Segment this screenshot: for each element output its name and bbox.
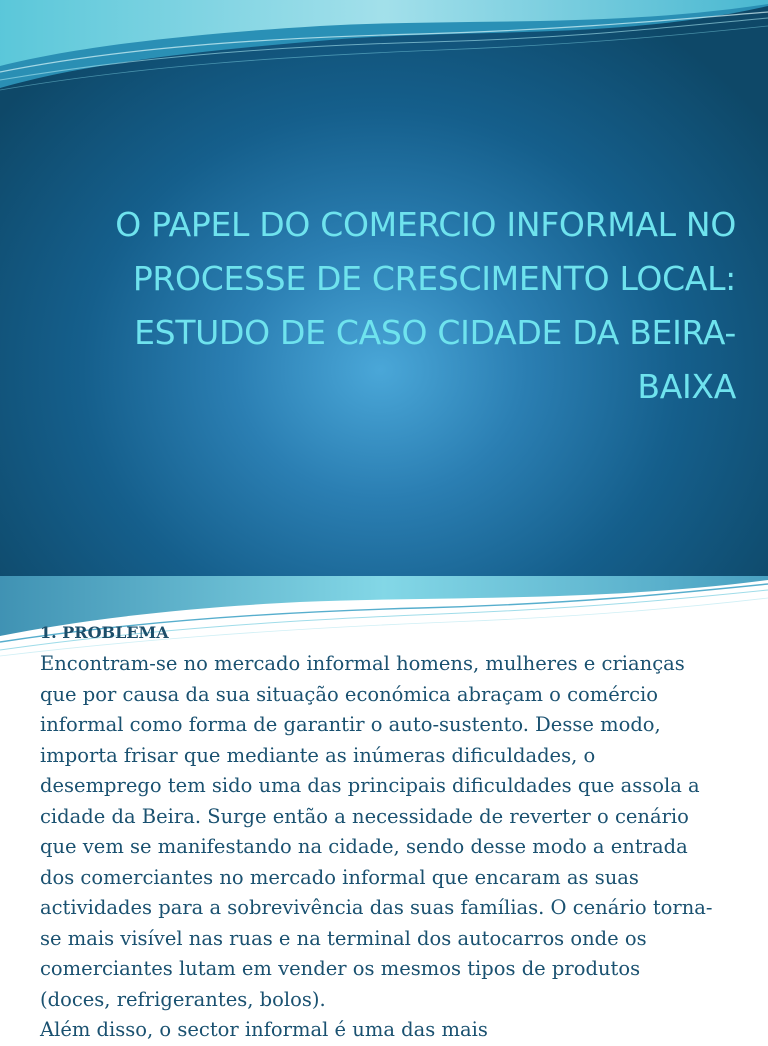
body-line: desemprego tem sido uma das principais dificuldades que assola a <box>40 774 700 797</box>
title-line: BAIXA <box>637 367 736 406</box>
body-line: comerciantes lutam em vender os mesmos tipos de produtos <box>40 957 641 980</box>
title-line: O PAPEL DO COMERCIO INFORMAL NO <box>115 205 736 244</box>
body-line: se mais visível nas ruas e na terminal dos autocarros onde os <box>40 926 647 950</box>
body-line: cidade da Beira. Surge então a necessidade de reverter o cenário <box>40 804 689 828</box>
content-slide <box>0 576 768 1041</box>
body-line: Além disso, o sector informal é uma das mais <box>40 1018 488 1041</box>
section-heading: 1. PROBLEMA <box>40 623 169 642</box>
body-line: que por causa da sua situação económica abraçam o comércio <box>40 682 659 706</box>
body-line: (doces, refrigerantes, bolos). <box>40 987 326 1011</box>
decorative-wave-top <box>0 0 768 110</box>
body-line: Encontram-se no mercado informal homens, mulheres e crianças <box>40 652 685 675</box>
body-line: que vem se manifestando na cidade, sendo desse modo a entrada <box>40 835 688 858</box>
body-line: informal como forma de garantir o auto-sustento. Desse modo, <box>40 713 661 736</box>
body-line: actividades para a sobrevivência das suas famílias. O cenário torna- <box>40 896 713 919</box>
body-line: importa frisar que mediante as inúmeras dificuldades, o <box>40 743 596 767</box>
body-paragraph <box>40 649 740 1046</box>
title-line: PROCESSE DE CRESCIMENTO LOCAL: <box>132 259 736 298</box>
decorative-wave-top <box>0 576 768 656</box>
title-line: ESTUDO DE CASO CIDADE DA BEIRA- <box>134 313 736 352</box>
slide-title <box>36 198 736 414</box>
body-line: dos comerciantes no mercado informal que encaram as suas <box>40 865 639 889</box>
